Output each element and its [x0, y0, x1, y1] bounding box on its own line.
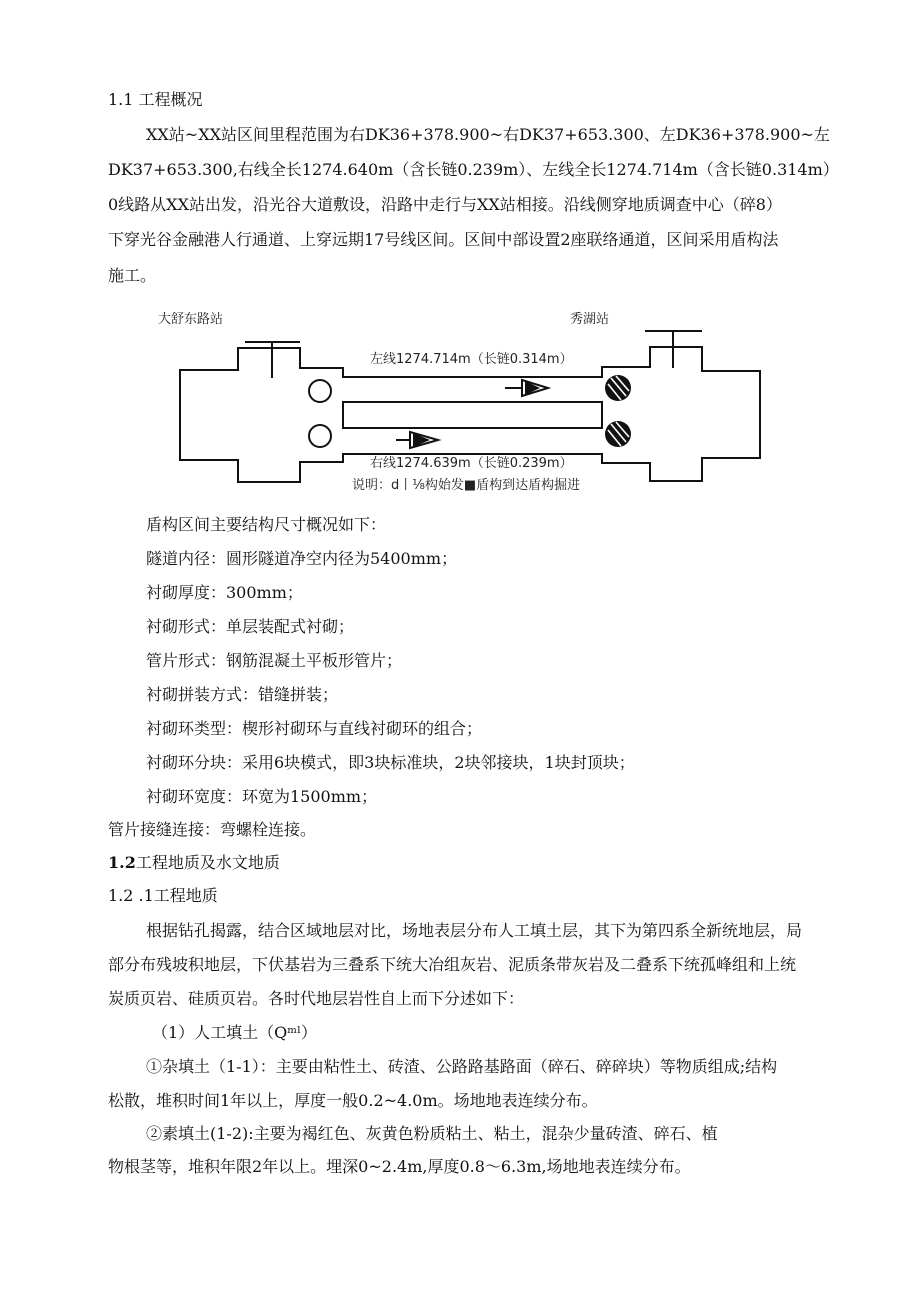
section-heading-1-2 — [108, 853, 280, 873]
structure-item: 衬砌环宽度：环宽为1500mm； — [146, 787, 378, 806]
fill-item-1-line: 松散，堆积时间1年以上，厚度一般0.2~4.0m。场地地表连续分布。 — [108, 1091, 598, 1110]
structure-item: 衬砌厚度：300mm； — [146, 583, 303, 602]
structure-joint: 管片接缝连接：弯螺栓连接。 — [108, 820, 317, 839]
paragraph-line: 0线路从XX站出发，沿光谷大道敷设，沿路中走行与XX站相接。沿线侧穿地质调查中心（碎8） — [108, 195, 782, 214]
left-line-label: 左线1274.714m（长链0.314m） — [370, 352, 573, 367]
right-station-t-symbol — [645, 331, 702, 368]
shield-start-circle-upper — [309, 380, 331, 402]
right-station-label: 秀湖站 — [570, 312, 610, 327]
direction-arrow-upper — [505, 380, 548, 396]
paragraph-line: 施工。 — [108, 266, 157, 285]
paragraph-line: 部分布残坡积地层，下伏基岩为三叠系下统大冶组灰岩、泥质条带灰岩及二叠系下统孤峰组和上统 — [108, 955, 797, 974]
direction-arrow-lower — [396, 432, 438, 448]
structure-item: 隧道内径：圆形隧道净空内径为5400mm； — [146, 549, 458, 568]
shield-arrival-circle-lower — [605, 421, 631, 447]
paragraph-line: 下穿光谷金融港人行通道、上穿远期17号线区间。区间中部设置2座联络通道，区间采用盾构法 — [108, 230, 779, 249]
tunnel-divider — [343, 402, 602, 428]
structure-item: 管片形式：钢筋混凝土平板形管片； — [146, 651, 403, 670]
sub-heading-1-2-1: 1.2 .1工程地质 — [108, 886, 218, 905]
shield-arrival-circle-upper — [605, 375, 631, 401]
paragraph-line: 根据钻孔揭露，结合区域地层对比，场地表层分布人工填土层，其下为第四系全新统地层，局 — [146, 921, 803, 940]
fill-item-1-line: ①杂填土（1-1）：主要由粘性土、砖渣、公路路基路面（碎石、碎碎块）等物质组成;结构 — [146, 1057, 778, 1076]
structure-item: 衬砌拼装方式：错缝拼装； — [146, 685, 339, 704]
structure-item: 衬砌形式：单层装配式衬砌； — [146, 617, 355, 636]
structure-intro: 盾构区间主要结构尺寸概况如下： — [146, 515, 387, 534]
paragraph-line: DK37+653.300,右线全长1274.640m（含长链0.239m）、左线全长1274.714m（含长链0.314m） — [108, 160, 839, 179]
structure-item: 衬砌环分块：采用6块模式，即3块标准块，2块邻接块，1块封顶块； — [146, 753, 635, 772]
fill-item-2-line: 物根茎等，堆积年限2年以上。埋深0~2.4m,厚度0.8～6.3m,场地地表连续分布。 — [108, 1157, 691, 1176]
right-line-label: 右线1274.639m（长链0.239m） — [370, 456, 573, 471]
structure-item: 衬砌环类型：楔形衬砌环与直线衬砌环的组合； — [146, 719, 483, 738]
section-heading-1-1: 1.1 工程概况 — [108, 90, 203, 109]
fill-soil-heading: （1）人工填土（Qᵐˡ） — [152, 1023, 317, 1042]
diagram-legend: 说明：d丨⅛构始发■盾构到达盾构掘进 — [352, 478, 581, 493]
shield-start-circle-lower — [309, 425, 331, 447]
section-heading-1-2-number: 1.2 — [108, 853, 136, 872]
paragraph-line: XX站~XX站区间里程范围为右DK36+378.900~右DK37+653.300、左DK36+378.900~左 — [146, 125, 830, 144]
paragraph-line: 炭质页岩、硅质页岩。各时代地层岩性自上而下分述如下： — [108, 989, 525, 1008]
left-station-label: 大舒东路站 — [158, 312, 224, 327]
fill-item-2-line: ②素填土(1-2):主要为褐红色、灰黄色粉质粘土、粘土，混杂少量砖渣、碎石、植 — [146, 1124, 718, 1143]
section-heading-1-2-text: 工程地质及水文地质 — [135, 853, 280, 872]
